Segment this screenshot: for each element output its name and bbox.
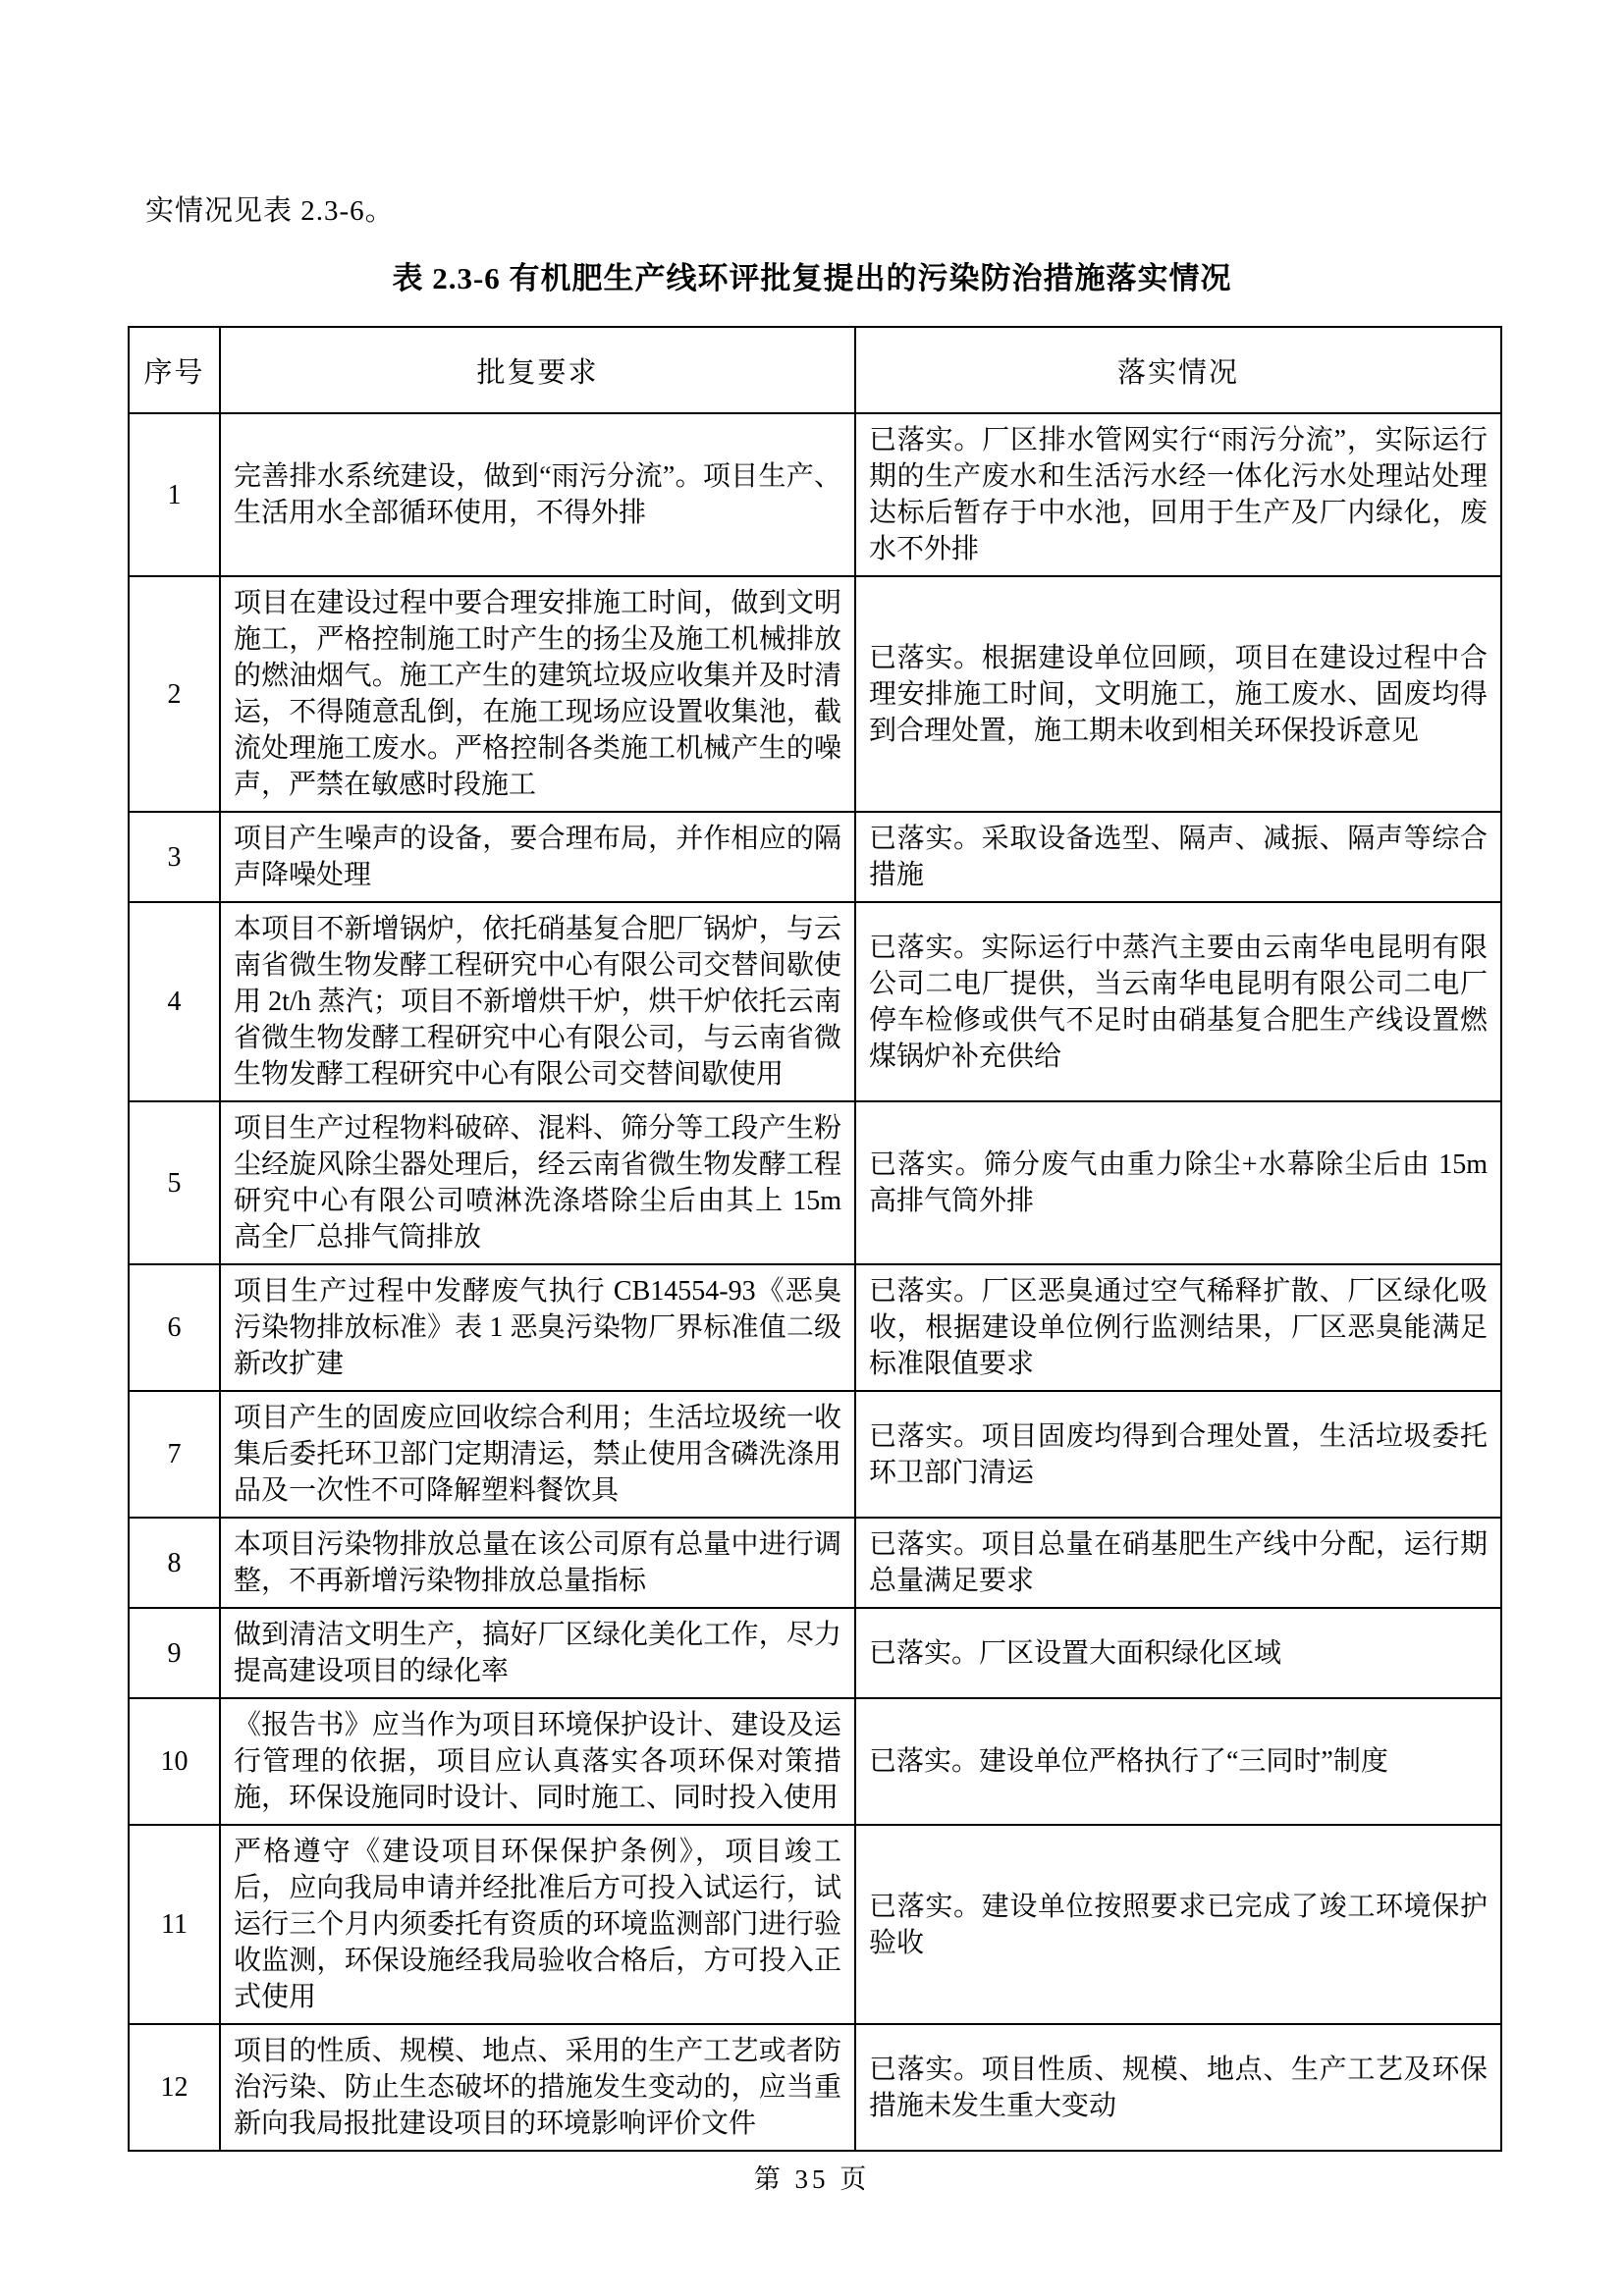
implementation-cell: 已落实。建设单位按照要求已完成了竣工环境保护验收 xyxy=(855,1825,1501,2024)
header-no: 序号 xyxy=(129,327,220,413)
requirement-cell: 严格遵守《建设项目环保保护条例》，项目竣工后，应向我局申请并经批准后方可投入试运行，试运行三个月内须委托有资质的环境监测部门进行验收监测，环保设施经我局验收合格后，方可投入正式使用 xyxy=(220,1825,855,2024)
implementation-cell: 已落实。项目总量在硝基肥生产线中分配，运行期总量满足要求 xyxy=(855,1518,1501,1608)
row-number: 8 xyxy=(129,1518,220,1608)
row-number: 9 xyxy=(129,1608,220,1698)
approval-table xyxy=(128,326,1502,2152)
row-number: 10 xyxy=(129,1698,220,1825)
implementation-cell: 已落实。根据建设单位回顾，项目在建设过程中合理安排施工时间，文明施工，施工废水、固废均得到合理处置，施工期未收到相关环保投诉意见 xyxy=(855,576,1501,812)
table-row xyxy=(129,1698,1501,1825)
table-row xyxy=(129,902,1501,1101)
row-number: 5 xyxy=(129,1101,220,1264)
requirement-cell: 完善排水系统建设，做到“雨污分流”。项目生产、生活用水全部循环使用，不得外排 xyxy=(220,413,855,576)
requirement-cell: 本项目不新增锅炉，依托硝基复合肥厂锅炉，与云南省微生物发酵工程研究中心有限公司交替间歇使用 2t/h 蒸汽；项目不新增烘干炉，烘干炉依托云南省微生物发酵工程研究中心有限公司，与云南省微生物发酵工程研究中心有限公司交替间歇使用 xyxy=(220,902,855,1101)
requirement-cell: 本项目污染物排放总量在该公司原有总量中进行调整，不再新增污染物排放总量指标 xyxy=(220,1518,855,1608)
row-number: 4 xyxy=(129,902,220,1101)
table-row xyxy=(129,1101,1501,1264)
table-row xyxy=(129,413,1501,576)
implementation-cell: 已落实。项目性质、规模、地点、生产工艺及环保措施未发生重大变动 xyxy=(855,2024,1501,2151)
implementation-cell: 已落实。厂区设置大面积绿化区域 xyxy=(855,1608,1501,1698)
implementation-cell: 已落实。项目固废均得到合理处置，生活垃圾委托环卫部门清运 xyxy=(855,1391,1501,1518)
requirement-cell: 项目的性质、规模、地点、采用的生产工艺或者防治污染、防止生态破坏的措施发生变动的，应当重新向我局报批建设项目的环境影响评价文件 xyxy=(220,2024,855,2151)
requirement-cell: 《报告书》应当作为项目环境保护设计、建设及运行管理的依据，项目应认真落实各项环保对策措施，环保设施同时设计、同时施工、同时投入使用 xyxy=(220,1698,855,1825)
requirement-cell: 项目产生的固废应回收综合利用；生活垃圾统一收集后委托环卫部门定期清运，禁止使用含磷洗涤用品及一次性不可降解塑料餐饮具 xyxy=(220,1391,855,1518)
implementation-cell: 已落实。筛分废气由重力除尘+水幕除尘后由 15m 高排气筒外排 xyxy=(855,1101,1501,1264)
row-number: 2 xyxy=(129,576,220,812)
implementation-cell: 已落实。建设单位严格执行了“三同时”制度 xyxy=(855,1698,1501,1825)
implementation-cell: 已落实。厂区排水管网实行“雨污分流”，实际运行期的生产废水和生活污水经一体化污水处理站处理达标后暂存于中水池，回用于生产及厂内绿化，废水不外排 xyxy=(855,413,1501,576)
requirement-cell: 做到清洁文明生产，搞好厂区绿化美化工作，尽力提高建设项目的绿化率 xyxy=(220,1608,855,1698)
table-row xyxy=(129,2024,1501,2151)
table-row xyxy=(129,1264,1501,1391)
row-number: 7 xyxy=(129,1391,220,1518)
table-row xyxy=(129,1608,1501,1698)
implementation-cell: 已落实。采取设备选型、隔声、减振、隔声等综合措施 xyxy=(855,812,1501,902)
table-row xyxy=(129,812,1501,902)
header-row xyxy=(129,327,1501,413)
requirement-cell: 项目生产过程物料破碎、混料、筛分等工段产生粉尘经旋风除尘器处理后，经云南省微生物发酵工程研究中心有限公司喷淋洗涤塔除尘后由其上 15m 高全厂总排气筒排放 xyxy=(220,1101,855,1264)
table-row xyxy=(129,576,1501,812)
requirement-cell: 项目在建设过程中要合理安排施工时间，做到文明施工，严格控制施工时产生的扬尘及施工机械排放的燃油烟气。施工产生的建筑垃圾应收集并及时清运，不得随意乱倒，在施工现场应设置收集池，截流处理施工废水。严格控制各类施工机械产生的噪声，严禁在敏感时段施工 xyxy=(220,576,855,812)
requirement-cell: 项目产生噪声的设备，要合理布局，并作相应的隔声降噪处理 xyxy=(220,812,855,902)
row-number: 3 xyxy=(129,812,220,902)
header-implementation: 落实情况 xyxy=(855,327,1501,413)
table-row xyxy=(129,1391,1501,1518)
page-footer: 第 35 页 xyxy=(753,2164,871,2194)
table-row xyxy=(129,1518,1501,1608)
requirement-cell: 项目生产过程中发酵废气执行 CB14554-93《恶臭污染物排放标准》表 1 恶臭污染物厂界标准值二级新改扩建 xyxy=(220,1264,855,1391)
row-number: 12 xyxy=(129,2024,220,2151)
row-number: 11 xyxy=(129,1825,220,2024)
implementation-cell: 已落实。厂区恶臭通过空气稀释扩散、厂区绿化吸收，根据建设单位例行监测结果，厂区恶臭能满足标准限值要求 xyxy=(855,1264,1501,1391)
intro-text: 实情况见表 2.3-6。 xyxy=(145,195,395,227)
row-number: 1 xyxy=(129,413,220,576)
header-requirement: 批复要求 xyxy=(220,327,855,413)
table-title: 表 2.3-6 有机肥生产线环评批复提出的污染防治措施落实情况 xyxy=(392,261,1232,295)
row-number: 6 xyxy=(129,1264,220,1391)
table-row xyxy=(129,1825,1501,2024)
implementation-cell: 已落实。实际运行中蒸汽主要由云南华电昆明有限公司二电厂提供，当云南华电昆明有限公司二电厂停车检修或供气不足时由硝基复合肥生产线设置燃煤锅炉补充供给 xyxy=(855,902,1501,1101)
